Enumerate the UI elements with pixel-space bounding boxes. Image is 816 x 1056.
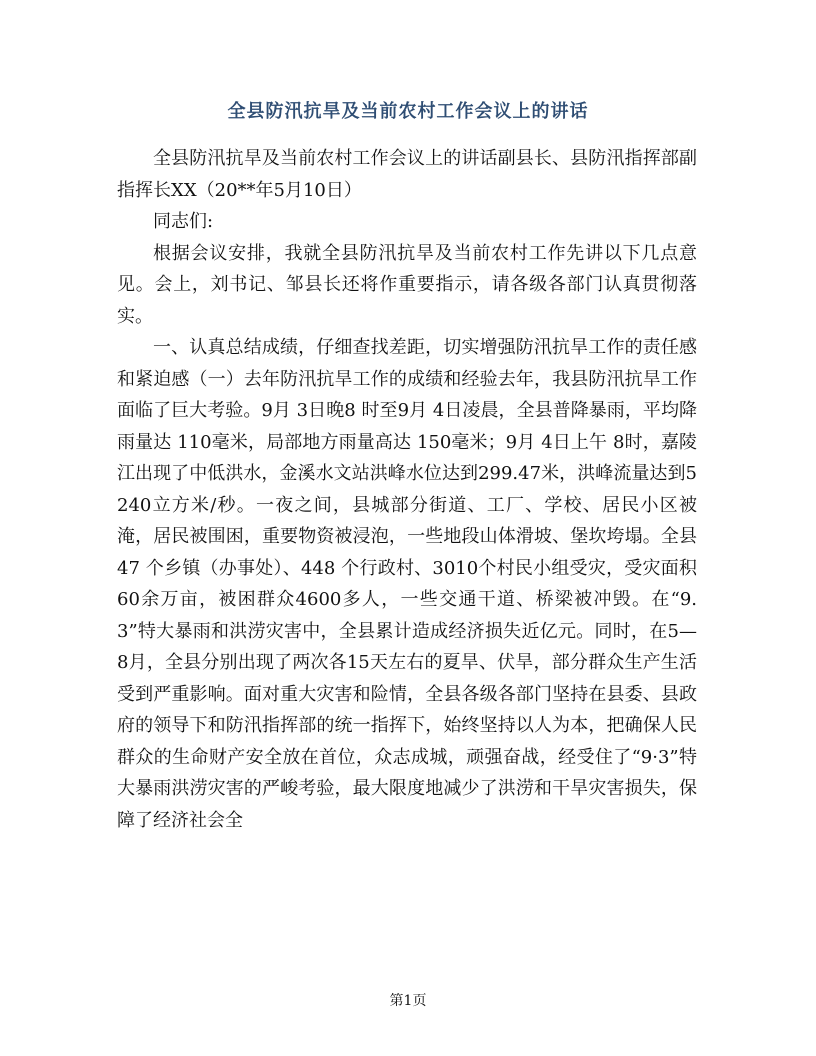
paragraph-salutation: 同志们:: [153, 211, 214, 232]
paragraph-section-one: 一、认真总结成绩，仔细查找差距，切实增强防汛抗旱工作的责任感和紧迫感（一）去年防汛抗旱工作的成绩和经验去年，我县防汛抗旱工作面临了巨大考验。9月 3日晚8 时至9月 4日凌晨，全县普降暴雨，平均降雨量达 110毫米，局部地方雨量高达 150毫米；9月 4日上午 8时，嘉陵江出现了中低洪水，金溪水文站洪峰水位达到299.47米，洪峰流量达到5240立方米/秒。一夜之间，县城部分街道、工厂、学校、居民小区被淹，居民被围困，重要物资被浸泡，一些地段山体滑坡、堡坎垮塌。全县 47 个乡镇（办事处）、448 个行政村、3010个村民小组受灾，受灾面积60余万亩，被困群众4600多人，一些交通干道、桥梁被冲毁。在“9.3”特大暴雨和洪涝灾害中，全县累计造成经济损失近亿元。同时，在5—8月，全县分别出现了两次各15天左右的夏旱、伏旱，部分群众生产生活受到严重影响。面对重大灾害和险情，全县各级各部门坚持在县委、县政府的领导下和防汛指挥部的统一指挥下，始终坚持以人为本，把确保人民群众的生命财产安全放在首位，众志成城，顽强奋战，经受住了“9·3”特大暴雨洪涝灾害的严峻考验，最大限度地减少了洪涝和干旱灾害损失，保障了经济社会全: [117, 337, 697, 831]
paragraph-subtitle: 全县防汛抗旱及当前农村工作会议上的讲话副县长、县防汛指挥部副指挥长XX（20**年5月10日）: [117, 148, 697, 201]
page-number: 第1页: [389, 993, 427, 1009]
document-body: [117, 143, 697, 836]
paragraph-intro: 根据会议安排，我就全县防汛抗旱及当前农村工作先讲以下几点意见。会上，刘书记、邹县长还将作重要指示，请各级各部门认真贯彻落实。: [117, 242, 697, 327]
document-title: 全县防汛抗旱及当前农村工作会议上的讲话: [227, 101, 589, 122]
